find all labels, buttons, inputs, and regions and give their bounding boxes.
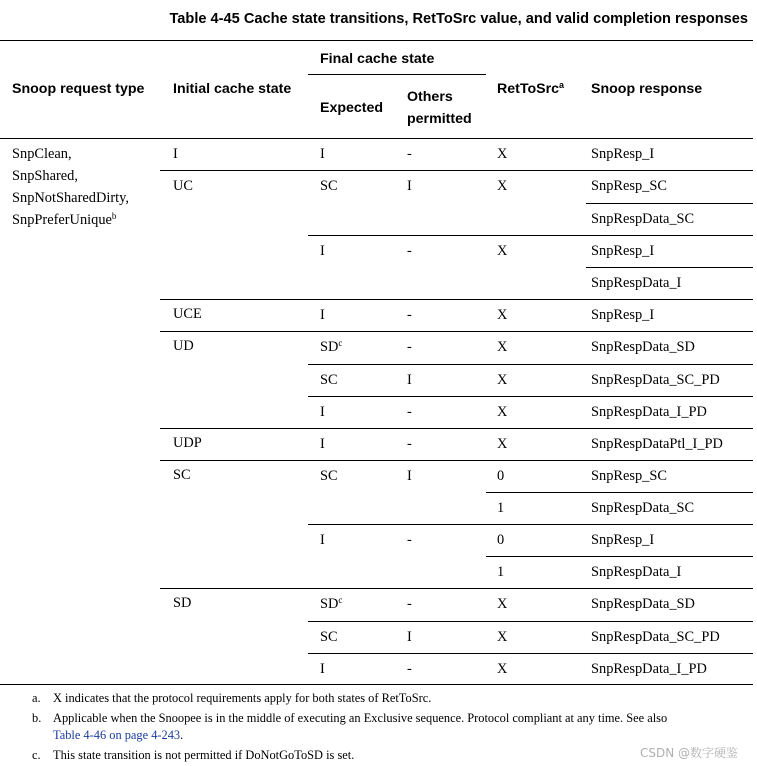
others-cell <box>407 339 412 356</box>
snoop-response-cell <box>591 372 720 389</box>
expected-cell <box>320 146 325 163</box>
header-snoop-request-type: Snoop request type <box>12 81 145 97</box>
snoop-response-cell <box>591 178 667 195</box>
request-type-0: SnpClean, <box>12 146 72 162</box>
snoop-response-cell-text: SnpRespDataPtl_I_PD <box>591 436 723 452</box>
expected-cell-text: SC <box>320 372 338 388</box>
rettosrc-cell <box>497 243 507 260</box>
footnote-c-text: This state transition is not permitted if DoNotGoToSD is set. <box>53 748 355 762</box>
request-type-3 <box>12 212 116 229</box>
expected-cell <box>320 372 338 389</box>
initial-state-I: I <box>173 146 178 162</box>
rettosrc-cell <box>497 178 507 195</box>
expected-cell <box>320 532 325 549</box>
snoop-response-cell <box>591 629 720 646</box>
expected-cell-text: I <box>320 146 325 162</box>
snoop-response-cell <box>591 564 681 581</box>
others-cell-text: - <box>407 243 412 259</box>
snoop-response-cell <box>591 404 707 421</box>
expected-cell-text: SC <box>320 178 338 194</box>
others-cell <box>407 307 412 324</box>
others-cell-text: - <box>407 404 412 420</box>
rettosrc-cell <box>497 500 504 517</box>
snoop-response-cell <box>591 211 694 228</box>
rettosrc-cell-text: X <box>497 596 508 612</box>
initial-state-UC: UC <box>173 178 193 194</box>
table-title: Table 4-45 Cache state transitions, RetToSrc value, and valid completion responses <box>169 11 748 27</box>
snoop-response-cell-text: SnpResp_I <box>591 307 655 323</box>
expected-cell <box>320 596 342 613</box>
header-bottom-rule <box>0 138 753 139</box>
row-rule <box>308 621 753 622</box>
others-cell-text: - <box>407 436 412 452</box>
rettosrc-cell <box>497 532 504 549</box>
snoop-response-cell <box>591 307 654 324</box>
row-rule <box>308 364 753 365</box>
snoop-response-cell-text: SnpResp_SC <box>591 468 667 484</box>
snoop-response-cell-text: SnpRespData_I_PD <box>591 661 707 677</box>
expected-cell <box>320 404 325 421</box>
snoop-response-cell-text: SnpRespData_SC <box>591 211 695 227</box>
initial-state-SC: SC <box>173 467 191 483</box>
snoop-response-cell-text: SnpResp_SC <box>591 178 667 194</box>
snoop-response-cell <box>591 339 695 356</box>
header-snoop-response: Snoop response <box>591 81 703 97</box>
expected-cell-text: I <box>320 436 325 452</box>
row-rule <box>160 460 753 461</box>
expected-cell-text: SD <box>320 596 339 612</box>
others-cell <box>407 596 412 613</box>
row-rule <box>308 235 753 236</box>
others-cell-text: I <box>407 372 412 388</box>
row-rule <box>160 299 753 300</box>
header-rettosrc-label: RetToSrc <box>497 81 560 97</box>
rettosrc-cell <box>497 661 507 678</box>
rettosrc-cell-text: 1 <box>497 564 505 580</box>
others-cell-text: I <box>407 178 412 194</box>
row-rule <box>308 653 753 654</box>
others-cell <box>407 178 412 195</box>
footnote-b-label: b. <box>32 711 42 725</box>
rettosrc-cell <box>497 564 504 581</box>
initial-state-UCE: UCE <box>173 306 202 322</box>
row-rule <box>160 331 753 332</box>
expected-cell-text: I <box>320 243 325 259</box>
expected-cell <box>320 629 338 646</box>
rettosrc-cell-text: X <box>497 436 508 452</box>
expected-cell <box>320 468 338 485</box>
row-rule <box>586 267 753 268</box>
rettosrc-cell-text: X <box>497 243 508 259</box>
snoop-response-cell <box>591 596 695 613</box>
header-expected: Expected <box>320 100 384 116</box>
request-type-2: SnpNotSharedDirty, <box>12 190 129 206</box>
others-cell <box>407 629 412 646</box>
final-cache-state-rule <box>308 74 486 75</box>
others-cell <box>407 468 412 485</box>
expected-cell <box>320 339 342 356</box>
footnote-b-text: Applicable when the Snoopee is in the middle of executing an Exclusive sequence. Protocol compliant at any time. See also <box>53 711 668 725</box>
snoop-response-cell-text: SnpResp_I <box>591 532 655 548</box>
expected-cell <box>320 661 325 678</box>
snoop-response-cell-text: SnpRespData_SC <box>591 500 695 516</box>
footnote-b-end: . <box>180 728 184 742</box>
snoop-response-cell-text: SnpRespData_SC_PD <box>591 372 720 388</box>
rettosrc-cell <box>497 372 507 389</box>
others-cell-text: - <box>407 661 412 677</box>
expected-cell-text: I <box>320 532 325 548</box>
others-cell-text: - <box>407 307 412 323</box>
footnote-a-label: a. <box>32 691 41 705</box>
others-cell-text: I <box>407 629 412 645</box>
row-rule <box>486 492 753 493</box>
rettosrc-cell <box>497 404 507 421</box>
rettosrc-cell-text: X <box>497 629 508 645</box>
row-rule <box>586 203 753 204</box>
row-rule <box>160 588 753 589</box>
rettosrc-cell <box>497 596 507 613</box>
footnote-a-text: X indicates that the protocol requirements apply for both states of RetToSrc. <box>53 691 432 705</box>
header-others-line2: permitted <box>407 111 472 127</box>
footnote-ref-c: c <box>338 595 343 605</box>
initial-state-SD: SD <box>173 595 192 611</box>
snoop-response-cell <box>591 661 707 678</box>
expected-cell-text: SC <box>320 629 338 645</box>
others-cell-text: - <box>407 146 412 162</box>
table-top-rule <box>0 40 753 41</box>
expected-cell <box>320 307 325 324</box>
initial-state-UD: UD <box>173 338 194 354</box>
rettosrc-cell-text: X <box>497 661 508 677</box>
expected-cell-text: I <box>320 661 325 677</box>
request-type-1: SnpShared, <box>12 168 78 184</box>
expected-cell <box>320 243 325 260</box>
row-rule <box>308 524 753 525</box>
expected-cell <box>320 178 338 195</box>
snoop-response-cell-text: SnpRespData_SD <box>591 339 695 355</box>
table-bottom-rule <box>0 684 753 685</box>
footnote-c-label: c. <box>32 748 41 762</box>
row-rule <box>308 396 753 397</box>
watermark: CSDN @数字硬鉴 <box>640 746 739 760</box>
expected-cell <box>320 436 325 453</box>
others-cell <box>407 532 412 549</box>
snoop-response-cell-text: SnpResp_I <box>591 243 655 259</box>
table-4-46-link[interactable]: Table 4-46 on page 4-243 <box>53 728 181 742</box>
rettosrc-cell-text: X <box>497 178 508 194</box>
rettosrc-cell <box>497 629 507 646</box>
others-cell-text: I <box>407 468 412 484</box>
expected-cell-text: I <box>320 307 325 323</box>
rettosrc-cell <box>497 146 507 163</box>
expected-cell-text: SD <box>320 339 339 355</box>
rettosrc-cell-text: 1 <box>497 500 505 516</box>
footnote-ref-b: b <box>111 211 117 221</box>
row-rule <box>160 428 753 429</box>
rettosrc-cell <box>497 468 504 485</box>
rettosrc-cell-text: X <box>497 404 508 420</box>
snoop-response-cell-text: SnpRespData_I_PD <box>591 404 707 420</box>
rettosrc-cell <box>497 436 507 453</box>
footnote-ref-c: c <box>338 338 343 348</box>
snoop-response-cell <box>591 243 654 260</box>
snoop-response-cell <box>591 146 654 163</box>
expected-cell-text: SC <box>320 468 338 484</box>
snoop-response-cell-text: SnpRespData_SD <box>591 596 695 612</box>
others-cell <box>407 146 412 163</box>
others-cell-text: - <box>407 596 412 612</box>
header-rettosrc <box>497 81 564 97</box>
rettosrc-cell <box>497 307 507 324</box>
others-cell <box>407 661 412 678</box>
snoop-response-cell <box>591 500 694 517</box>
others-cell <box>407 436 412 453</box>
rettosrc-cell <box>497 339 507 356</box>
others-cell <box>407 243 412 260</box>
row-rule <box>160 170 753 171</box>
others-cell <box>407 372 412 389</box>
snoop-response-cell-text: SnpRespData_I <box>591 275 682 291</box>
header-initial-cache-state: Initial cache state <box>173 81 292 97</box>
footnote-b-link-line <box>53 728 183 743</box>
expected-cell-text: I <box>320 404 325 420</box>
snoop-response-cell-text: SnpResp_I <box>591 146 655 162</box>
others-cell-text: - <box>407 532 412 548</box>
rettosrc-cell-text: X <box>497 307 508 323</box>
initial-state-UDP: UDP <box>173 435 202 451</box>
snoop-response-cell <box>591 468 667 485</box>
row-rule <box>486 556 753 557</box>
header-others-line1: Others <box>407 89 453 105</box>
snoop-response-cell <box>591 436 723 453</box>
snoop-response-cell-text: SnpRespData_SC_PD <box>591 629 720 645</box>
others-cell <box>407 404 412 421</box>
snoop-response-cell-text: SnpRespData_I <box>591 564 682 580</box>
rettosrc-cell-text: X <box>497 146 508 162</box>
footnote-ref-a: a <box>559 80 565 90</box>
rettosrc-cell-text: 0 <box>497 468 505 484</box>
rettosrc-cell-text: X <box>497 372 508 388</box>
request-type-3-label: SnpPreferUnique <box>12 212 112 228</box>
snoop-response-cell <box>591 275 681 292</box>
header-final-cache-state: Final cache state <box>320 51 435 67</box>
rettosrc-cell-text: X <box>497 339 508 355</box>
rettosrc-cell-text: 0 <box>497 532 505 548</box>
others-cell-text: - <box>407 339 412 355</box>
snoop-response-cell <box>591 532 654 549</box>
